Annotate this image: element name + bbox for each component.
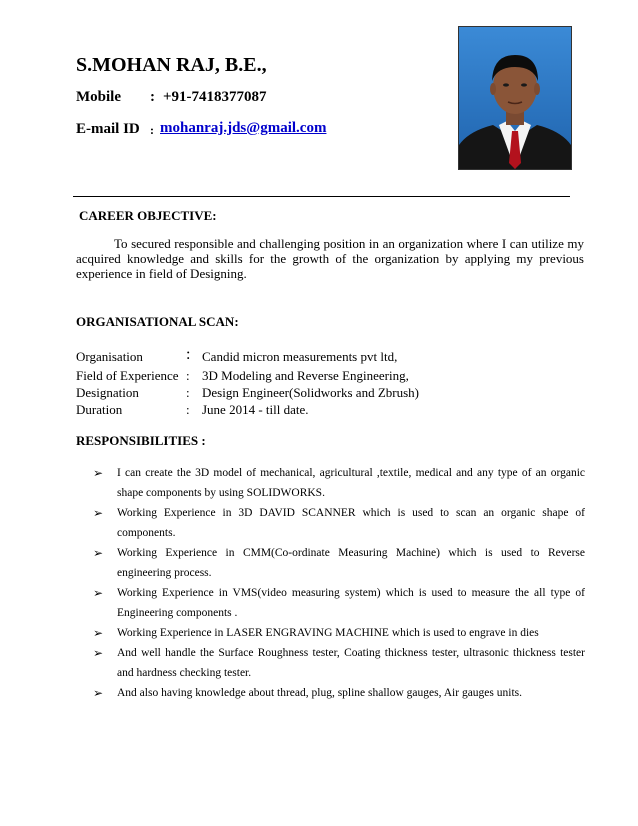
arrow-bullet-icon: ➢ bbox=[93, 586, 104, 600]
responsibilities-heading: RESPONSIBILITIES : bbox=[76, 433, 206, 448]
org-colon: : bbox=[186, 368, 190, 383]
career-objective-text: To secured responsible and challenging position in an organization where I can utilize my acquired knowledge and skills for the growth of the organization by applying my previous experience in field of Designing. bbox=[76, 236, 584, 281]
org-value-designation: Design Engineer(Solidworks and Zbrush) bbox=[202, 385, 419, 400]
arrow-bullet-icon: ➢ bbox=[93, 626, 104, 640]
org-value-duration: June 2014 - till date. bbox=[202, 402, 309, 417]
org-label-designation: Designation bbox=[76, 385, 139, 400]
org-colon: : bbox=[186, 346, 191, 363]
org-value-organisation: Candid micron measurements pvt ltd, bbox=[202, 349, 398, 364]
list-item bbox=[93, 463, 585, 503]
list-item bbox=[93, 583, 585, 623]
list-item-text: And also having knowledge about thread, plug, spline shallow gauges, Air gauges units. bbox=[117, 687, 522, 699]
list-item bbox=[93, 683, 585, 703]
list-item-text: Working Experience in CMM(Co-ordinate Measuring Machine) which is used to Reverse engineering process. bbox=[117, 547, 585, 579]
list-item-text: And well handle the Surface Roughness tester, Coating thickness tester, ultrasonic thickness tester and hardness checking tester. bbox=[117, 647, 585, 679]
email-link[interactable]: mohanraj.jds@gmail.com bbox=[160, 120, 327, 136]
header-divider bbox=[73, 196, 570, 197]
mobile-number: +91-7418377087 bbox=[163, 89, 267, 105]
org-colon: : bbox=[186, 385, 190, 400]
org-label-field: Field of Experience bbox=[76, 368, 179, 383]
org-label-organisation: Organisation bbox=[76, 349, 143, 364]
list-item bbox=[93, 543, 585, 583]
email-label: E-mail ID bbox=[76, 121, 140, 137]
email-colon: : bbox=[150, 123, 154, 137]
mobile-colon: : bbox=[150, 89, 155, 105]
mobile-label: Mobile bbox=[76, 89, 121, 105]
arrow-bullet-icon: ➢ bbox=[93, 646, 104, 660]
list-item-text: I can create the 3D model of mechanical, agricultural ,textile, medical and any type of an organic shape components by using SOLIDWORKS. bbox=[117, 467, 585, 499]
portrait-image bbox=[459, 27, 571, 169]
list-item-text: Working Experience in VMS(video measuring system) which is used to measure the all type of Engineering components . bbox=[117, 587, 585, 619]
list-item bbox=[93, 503, 585, 543]
arrow-bullet-icon: ➢ bbox=[93, 546, 104, 560]
responsibilities-list bbox=[93, 463, 585, 703]
arrow-bullet-icon: ➢ bbox=[93, 686, 104, 700]
org-colon: : bbox=[186, 402, 190, 417]
candidate-name: S.MOHAN RAJ, B.E., bbox=[76, 54, 267, 76]
list-item bbox=[93, 623, 585, 643]
list-item bbox=[93, 643, 585, 683]
org-value-field: 3D Modeling and Reverse Engineering, bbox=[202, 368, 409, 383]
profile-photo bbox=[458, 26, 572, 170]
arrow-bullet-icon: ➢ bbox=[93, 506, 104, 520]
org-label-duration: Duration bbox=[76, 402, 123, 417]
list-item-text: Working Experience in LASER ENGRAVING MACHINE which is used to engrave in dies bbox=[117, 627, 539, 639]
organisational-scan-heading: ORGANISATIONAL SCAN: bbox=[76, 314, 239, 329]
list-item-text: Working Experience in 3D DAVID SCANNER which is used to scan an organic shape of components. bbox=[117, 507, 585, 539]
career-objective-heading: CAREER OBJECTIVE: bbox=[79, 208, 217, 223]
arrow-bullet-icon: ➢ bbox=[93, 466, 104, 480]
